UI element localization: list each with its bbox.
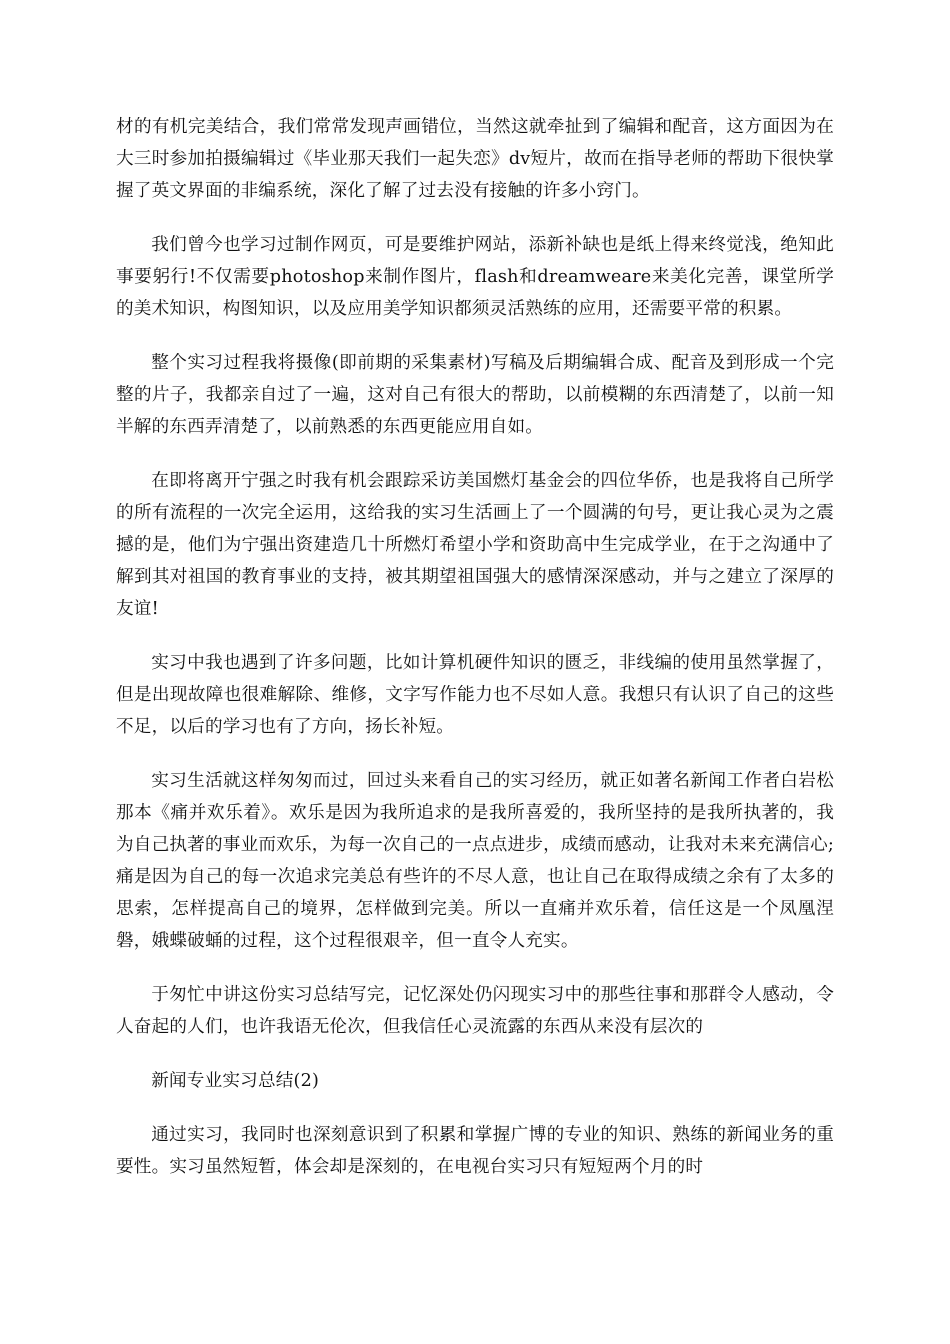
section-heading: 新闻专业实习总结(2) bbox=[151, 1071, 320, 1091]
paragraph-section-two-start: 通过实习，我同时也深刻意识到了积累和掌握广博的专业的知识、熟练的新闻业务的重要性。实习虽然短暂，体会却是深刻的，在电视台实习只有短短两个月的时 bbox=[116, 1125, 834, 1177]
paragraph-whole-process: 整个实习过程我将摄像(即前期的采集素材)写稿及后期编辑合成、配音及到形成一个完整的片子，我都亲自过了一遍，这对自己有很大的帮助，以前模糊的东西清楚了，以前一知半解的东西弄清楚了，以前熟悉的东西更能应用自如。 bbox=[116, 353, 834, 437]
paragraph-problems: 实习中我也遇到了许多问题，比如计算机硬件知识的匮乏，非线编的使用虽然掌握了，但是出现故障也很难解除、维修，文字写作能力也不尽如人意。我想只有认识了自己的这些不足，以后的学习也有了方向，扬长补短。 bbox=[116, 653, 834, 737]
paragraph-continuation: 材的有机完美结合，我们常常发现声画错位，当然这就牵扯到了编辑和配音，这方面因为在大三时参加拍摄编辑过《毕业那天我们一起失恋》dv短片，故而在指导老师的帮助下很快掌握了英文界面的非编系统，深化了解了过去没有接触的许多小窍门。 bbox=[116, 117, 834, 201]
paragraph-interview: 在即将离开宁强之时我有机会跟踪采访美国燃灯基金会的四位华侨，也是我将自己所学的所有流程的一次完全运用，这给我的实习生活画上了一个圆满的句号，更让我心灵为之震撼的是，他们为宁强出资建造几十所燃灯希望小学和资助高中生完成学业，在于之沟通中了解到其对祖国的教育事业的支持，被其期望祖国强大的感情深深感动，并与之建立了深厚的友谊! bbox=[116, 471, 834, 619]
paragraph-closing: 于匆忙中讲这份实习总结写完，记忆深处仍闪现实习中的那些往事和那群令人感动，令人奋起的人们，也许我语无伦次，但我信任心灵流露的东西从来没有层次的 bbox=[116, 985, 834, 1037]
paragraph-web-design: 我们曾今也学习过制作网页，可是要维护网站，添新补缺也是纸上得来终觉浅，绝知此事要躬行!不仅需要photoshop来制作图片，flash和dreamweare来美化完善，课堂所学的美术知识，构图知识，以及应用美学知识都须灵活熟练的应用，还需要平常的积累。 bbox=[116, 235, 834, 319]
paragraph-reflection: 实习生活就这样匆匆而过，回过头来看自己的实习经历，就正如著名新闻工作者白岩松那本《痛并欢乐着》。欢乐是因为我所追求的是我所喜爱的，我所坚持的是我所执著的，我为自己执著的事业而欢乐，为每一次自己的一点点进步，成绩而感动，让我对未来充满信心;痛是因为自己的每一次追求完美总有些许的不尽人意，也让自己在取得成绩之余有了太多的思索，怎样提高自己的境界，怎样做到完美。所以一直痛并欢乐着，信任这是一个凤凰涅磐，娥蝶破蛹的过程，这个过程很艰辛，但一直令人充实。 bbox=[116, 771, 834, 951]
document-page bbox=[116, 111, 834, 1205]
